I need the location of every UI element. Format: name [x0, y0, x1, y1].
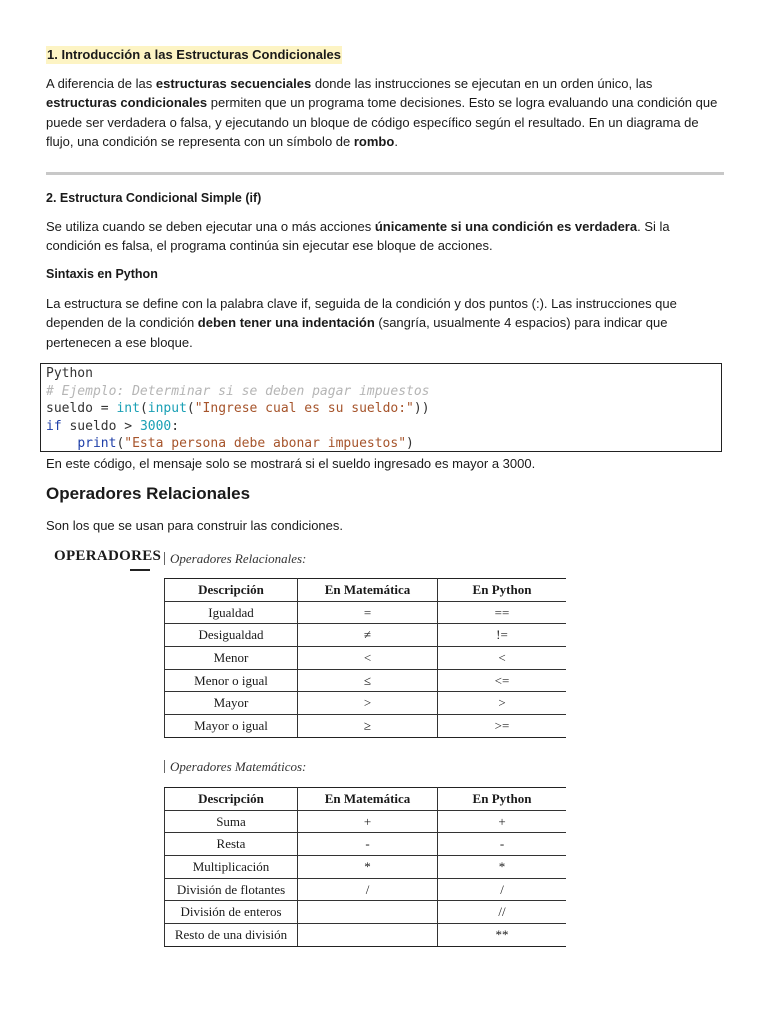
- text-run: .: [394, 133, 398, 149]
- cell-math: [298, 924, 438, 947]
- cell-description: División de enteros: [165, 901, 298, 924]
- cell-description: Menor o igual: [165, 669, 298, 692]
- code-token: 3000: [139, 418, 172, 434]
- relational-operators-table: [164, 578, 566, 738]
- cell-math: /: [298, 878, 438, 901]
- section2-paragraph: [46, 217, 724, 256]
- code-token: sueldo >: [61, 418, 140, 434]
- code-line: [46, 400, 716, 418]
- operators-title-underline: [130, 569, 150, 571]
- cell-python: ==: [438, 601, 567, 624]
- bold-run: estructuras condicionales: [46, 95, 208, 111]
- math-operators-table: [164, 787, 566, 947]
- code-token: [46, 436, 77, 451]
- cell-python: >: [438, 692, 567, 715]
- cell-python: -: [438, 833, 567, 856]
- cell-math: -: [298, 833, 438, 856]
- table-row: [165, 901, 567, 924]
- code-token: # Ejemplo: Determinar si se deben pagar impuestos: [46, 383, 430, 399]
- code-line: [46, 435, 716, 453]
- cell-python: <=: [438, 669, 567, 692]
- cell-math: >: [298, 692, 438, 715]
- code-token: (: [139, 401, 148, 416]
- text-run: . Si la condición es falsa, el programa continúa sin ejecutar ese bloque de acciones.: [46, 219, 670, 254]
- cell-math: [298, 901, 438, 924]
- cell-description: Mayor: [165, 692, 298, 715]
- table-row: [165, 924, 567, 947]
- table-row: [165, 833, 567, 856]
- label-bar: [164, 552, 165, 565]
- table-row: [165, 647, 567, 670]
- bold-run: rombo: [353, 133, 395, 149]
- operators-paragraph: Son los que se usan para construir las condiciones.: [46, 518, 344, 533]
- code-token: :: [171, 418, 180, 434]
- code-token: sueldo =: [46, 401, 117, 416]
- code-token: (: [186, 401, 195, 416]
- cell-math: =: [298, 601, 438, 624]
- code-block: [40, 363, 722, 452]
- cell-math: ≥: [298, 715, 438, 738]
- code-token: ): [406, 436, 414, 451]
- header-description: Descripción: [165, 579, 298, 602]
- math-label: [164, 759, 306, 775]
- cell-description: Desigualdad: [165, 624, 298, 647]
- cell-math: <: [298, 647, 438, 670]
- cell-description: Resto de una división: [165, 924, 298, 947]
- cell-python: //: [438, 901, 567, 924]
- code-token: if: [46, 418, 62, 434]
- header-description: Descripción: [165, 788, 298, 811]
- code-token: "Ingrese cual es su sueldo:": [194, 401, 414, 416]
- table-row: [165, 878, 567, 901]
- code-token: )): [413, 401, 430, 416]
- text-run: A diferencia de las: [46, 76, 156, 91]
- code-token: print: [77, 436, 117, 451]
- code-explanation: En este código, el mensaje solo se mostrará si el sueldo ingresado es mayor a 3000.: [46, 456, 536, 471]
- code-line: [46, 365, 716, 383]
- cell-python: **: [438, 924, 567, 947]
- relational-label: [164, 551, 306, 567]
- table-row: [165, 601, 567, 624]
- code-token: input: [147, 401, 187, 416]
- table-row: [165, 692, 567, 715]
- cell-description: División de flotantes: [165, 878, 298, 901]
- section-divider: [46, 172, 724, 175]
- cell-python: !=: [438, 624, 567, 647]
- text-run: (sangría, usualmente 4 espacios) para indicar que pertenecen a ese bloque.: [46, 315, 668, 350]
- text-run: donde las instrucciones se ejecutan en un orden único, las: [311, 76, 653, 91]
- cell-python: >=: [438, 715, 567, 738]
- table-row: [165, 715, 567, 738]
- cell-python: *: [438, 856, 567, 879]
- text-run: permiten que un programa tome decisiones. Esto se logra evaluando una condición que puede ser verdadera o falsa, y ejecutando un bloque de código específico según el resultado. En un diagrama de flujo, una condición se representa con un símbolo de: [46, 95, 718, 149]
- code-token: int: [116, 401, 140, 416]
- header-math: En Matemática: [298, 788, 438, 811]
- code-token: (: [116, 436, 125, 451]
- section2-heading: 2. Estructura Condicional Simple (if): [46, 191, 262, 205]
- bold-run: únicamente si una condición es verdadera: [374, 219, 638, 234]
- syntax-heading: Sintaxis en Python: [46, 267, 158, 281]
- label-bar: [164, 760, 165, 773]
- code-token: Python: [46, 366, 93, 381]
- header-python: En Python: [438, 788, 567, 811]
- text-run: Se utiliza cuando se deben ejecutar una o más acciones: [46, 219, 375, 234]
- code-line: [46, 383, 716, 401]
- table-header-row: [165, 579, 567, 602]
- code-token: "Esta persona debe abonar impuestos": [124, 436, 407, 451]
- math-label-text: Operadores Matemáticos:: [170, 759, 307, 774]
- cell-python: <: [438, 647, 567, 670]
- table-row: [165, 624, 567, 647]
- cell-math: +: [298, 810, 438, 833]
- header-math: En Matemática: [298, 579, 438, 602]
- cell-python: /: [438, 878, 567, 901]
- table-row: [165, 810, 567, 833]
- cell-description: Suma: [165, 810, 298, 833]
- cell-description: Menor: [165, 647, 298, 670]
- code-line: [46, 418, 716, 436]
- cell-description: Resta: [165, 833, 298, 856]
- cell-description: Igualdad: [165, 601, 298, 624]
- cell-math: ≤: [298, 669, 438, 692]
- operators-figure-title: OPERADORES: [54, 548, 162, 564]
- cell-math: ≠: [298, 624, 438, 647]
- bold-run: estructuras secuenciales: [155, 76, 312, 91]
- cell-math: *: [298, 856, 438, 879]
- cell-description: Mayor o igual: [165, 715, 298, 738]
- relational-label-text: Operadores Relacionales:: [170, 551, 307, 566]
- bold-run: deben tener una indentación: [197, 315, 375, 331]
- table-header-row: [165, 788, 567, 811]
- cell-description: Multiplicación: [165, 856, 298, 879]
- header-python: En Python: [438, 579, 567, 602]
- table-row: [165, 669, 567, 692]
- table-row: [165, 856, 567, 879]
- operators-heading: Operadores Relacionales: [46, 484, 251, 503]
- cell-python: +: [438, 810, 567, 833]
- text-run: La estructura se define con la palabra clave if, seguida de la condición y dos puntos (:). Las instrucciones que dependen de la condición: [46, 296, 677, 331]
- syntax-paragraph: [46, 294, 724, 352]
- section1-heading: 1. Introducción a las Estructuras Condicionales: [47, 47, 342, 62]
- section1-paragraph: [46, 74, 724, 151]
